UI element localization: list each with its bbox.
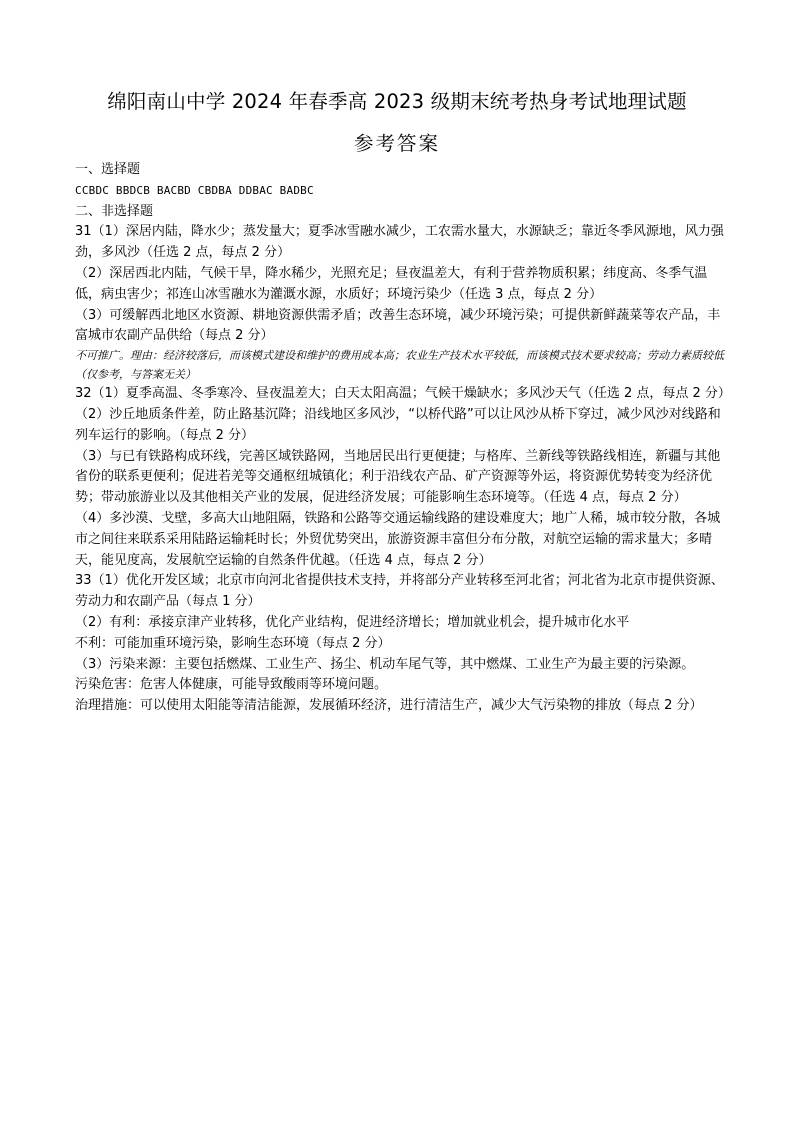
q31-part1: 31（1）深居内陆，降水少；蒸发量大；夏季冰雪融水减少，工农需水量大，水源缺乏；靠近冬季风源地，风力强劲，多风沙（任选 2 点，每点 2 分） xyxy=(75,224,724,261)
q33-part1: 33（1）优化开发区域；北京市向河北省提供技术支持，并将部分产业转移至河北省；河北省为北京市提供资源、劳动力和农副产品（每点 1 分） xyxy=(75,573,724,610)
q33-part2-advantages: （2）有利：承接京津产业转移，优化产业结构，促进经济增长；增加就业机会，提升城市化水平 xyxy=(75,614,630,630)
q31-part3: （3）可缓解西北地区水资源、耕地资源供需矛盾；改善生态环境，减少环境污染；可提供新鲜蔬菜等农产品，丰富城市农副产品供给（每点 2 分） xyxy=(75,307,721,344)
section-heading-nonchoice: 二、非选择题 xyxy=(75,203,154,219)
q32-part3: （3）与已有铁路构成环线，完善区域铁路网，当地居民出行更便捷；与格库、兰新线等铁路线相连，新疆与其他省份的联系更便利；促进若羌等交通枢纽城镇化；利于沿线农产品、矿产资源等外运，将资源优势转变为经济优势；带动旅游业以及其他相关产业的发展，促进经济发展；可能影响生态环境等。（任选 4 点，每点 2 分） xyxy=(75,448,721,506)
section-heading-choice: 一、选择题 xyxy=(75,162,141,177)
q32-part4: （4）多沙漠、戈壁，多高大山地阻隔，铁路和公路等交通运输线路的建设难度大；地广人稀，城市较分散，各城市之间往来联系采用陆路运输耗时长；外贸优势突出，旅游资源丰富但分布分散，对航空运输的需求量大；多晴天，能见度高，发展航空运输的自然条件优越。（任选 4 点，每点 2 分） xyxy=(75,510,721,568)
document-subtitle: 参考答案 xyxy=(353,132,440,155)
answer-content xyxy=(75,160,733,717)
document-title: 绵阳南山中学 2024 年春季高 2023 级期末统考热身考试地理试题 xyxy=(107,90,687,113)
q31-reference-note: 不可推广。理由：经济较落后，而该模式建设和维护的费用成本高；农业生产技术水平较低，而该模式技术要求较高；劳动力素质较低（仅参考，与答案无关） xyxy=(75,349,724,381)
choice-answers: CCBDC BBDCB BACBD CBDBA DDBAC BADBC xyxy=(75,183,314,197)
q33-part2-disadvantages: 不利：可能加重环境污染，影响生态环境（每点 2 分） xyxy=(75,635,391,651)
q32-part1: 32（1）夏季高温、冬季寒冷、昼夜温差大；白天太阳高温；气候干燥缺水；多风沙天气（任选 2 点，每点 2 分） xyxy=(75,386,731,402)
q32-part2: （2）沙丘地质条件差，防止路基沉降；沿线地区多风沙，“以桥代路”可以让风沙从桥下穿过，减少风沙对线路和列车运行的影响。（每点 2 分） xyxy=(75,406,721,443)
q31-part2: （2）深居西北内陆，气候干旱，降水稀少，光照充足；昼夜温差大，有利于营养物质积累；纬度高、冬季气温低，病虫害少；祁连山冰雪融水为灌溉水源，水质好；环境污染少（任选 3 点，每点 2 分） xyxy=(75,265,708,302)
q33-part3-measures: 治理措施：可以使用太阳能等清洁能源，发展循环经济，进行清洁生产，减少大气污染物的排放（每点 2 分） xyxy=(75,698,703,714)
q33-part3-harm: 污染危害：危害人体健康，可能导致酸雨等环境问题。 xyxy=(75,677,388,693)
q33-part3-sources: （3）污染来源：主要包括燃煤、工业生产、扬尘、机动车尾气等，其中燃煤、工业生产为最主要的污染源。 xyxy=(75,656,695,672)
